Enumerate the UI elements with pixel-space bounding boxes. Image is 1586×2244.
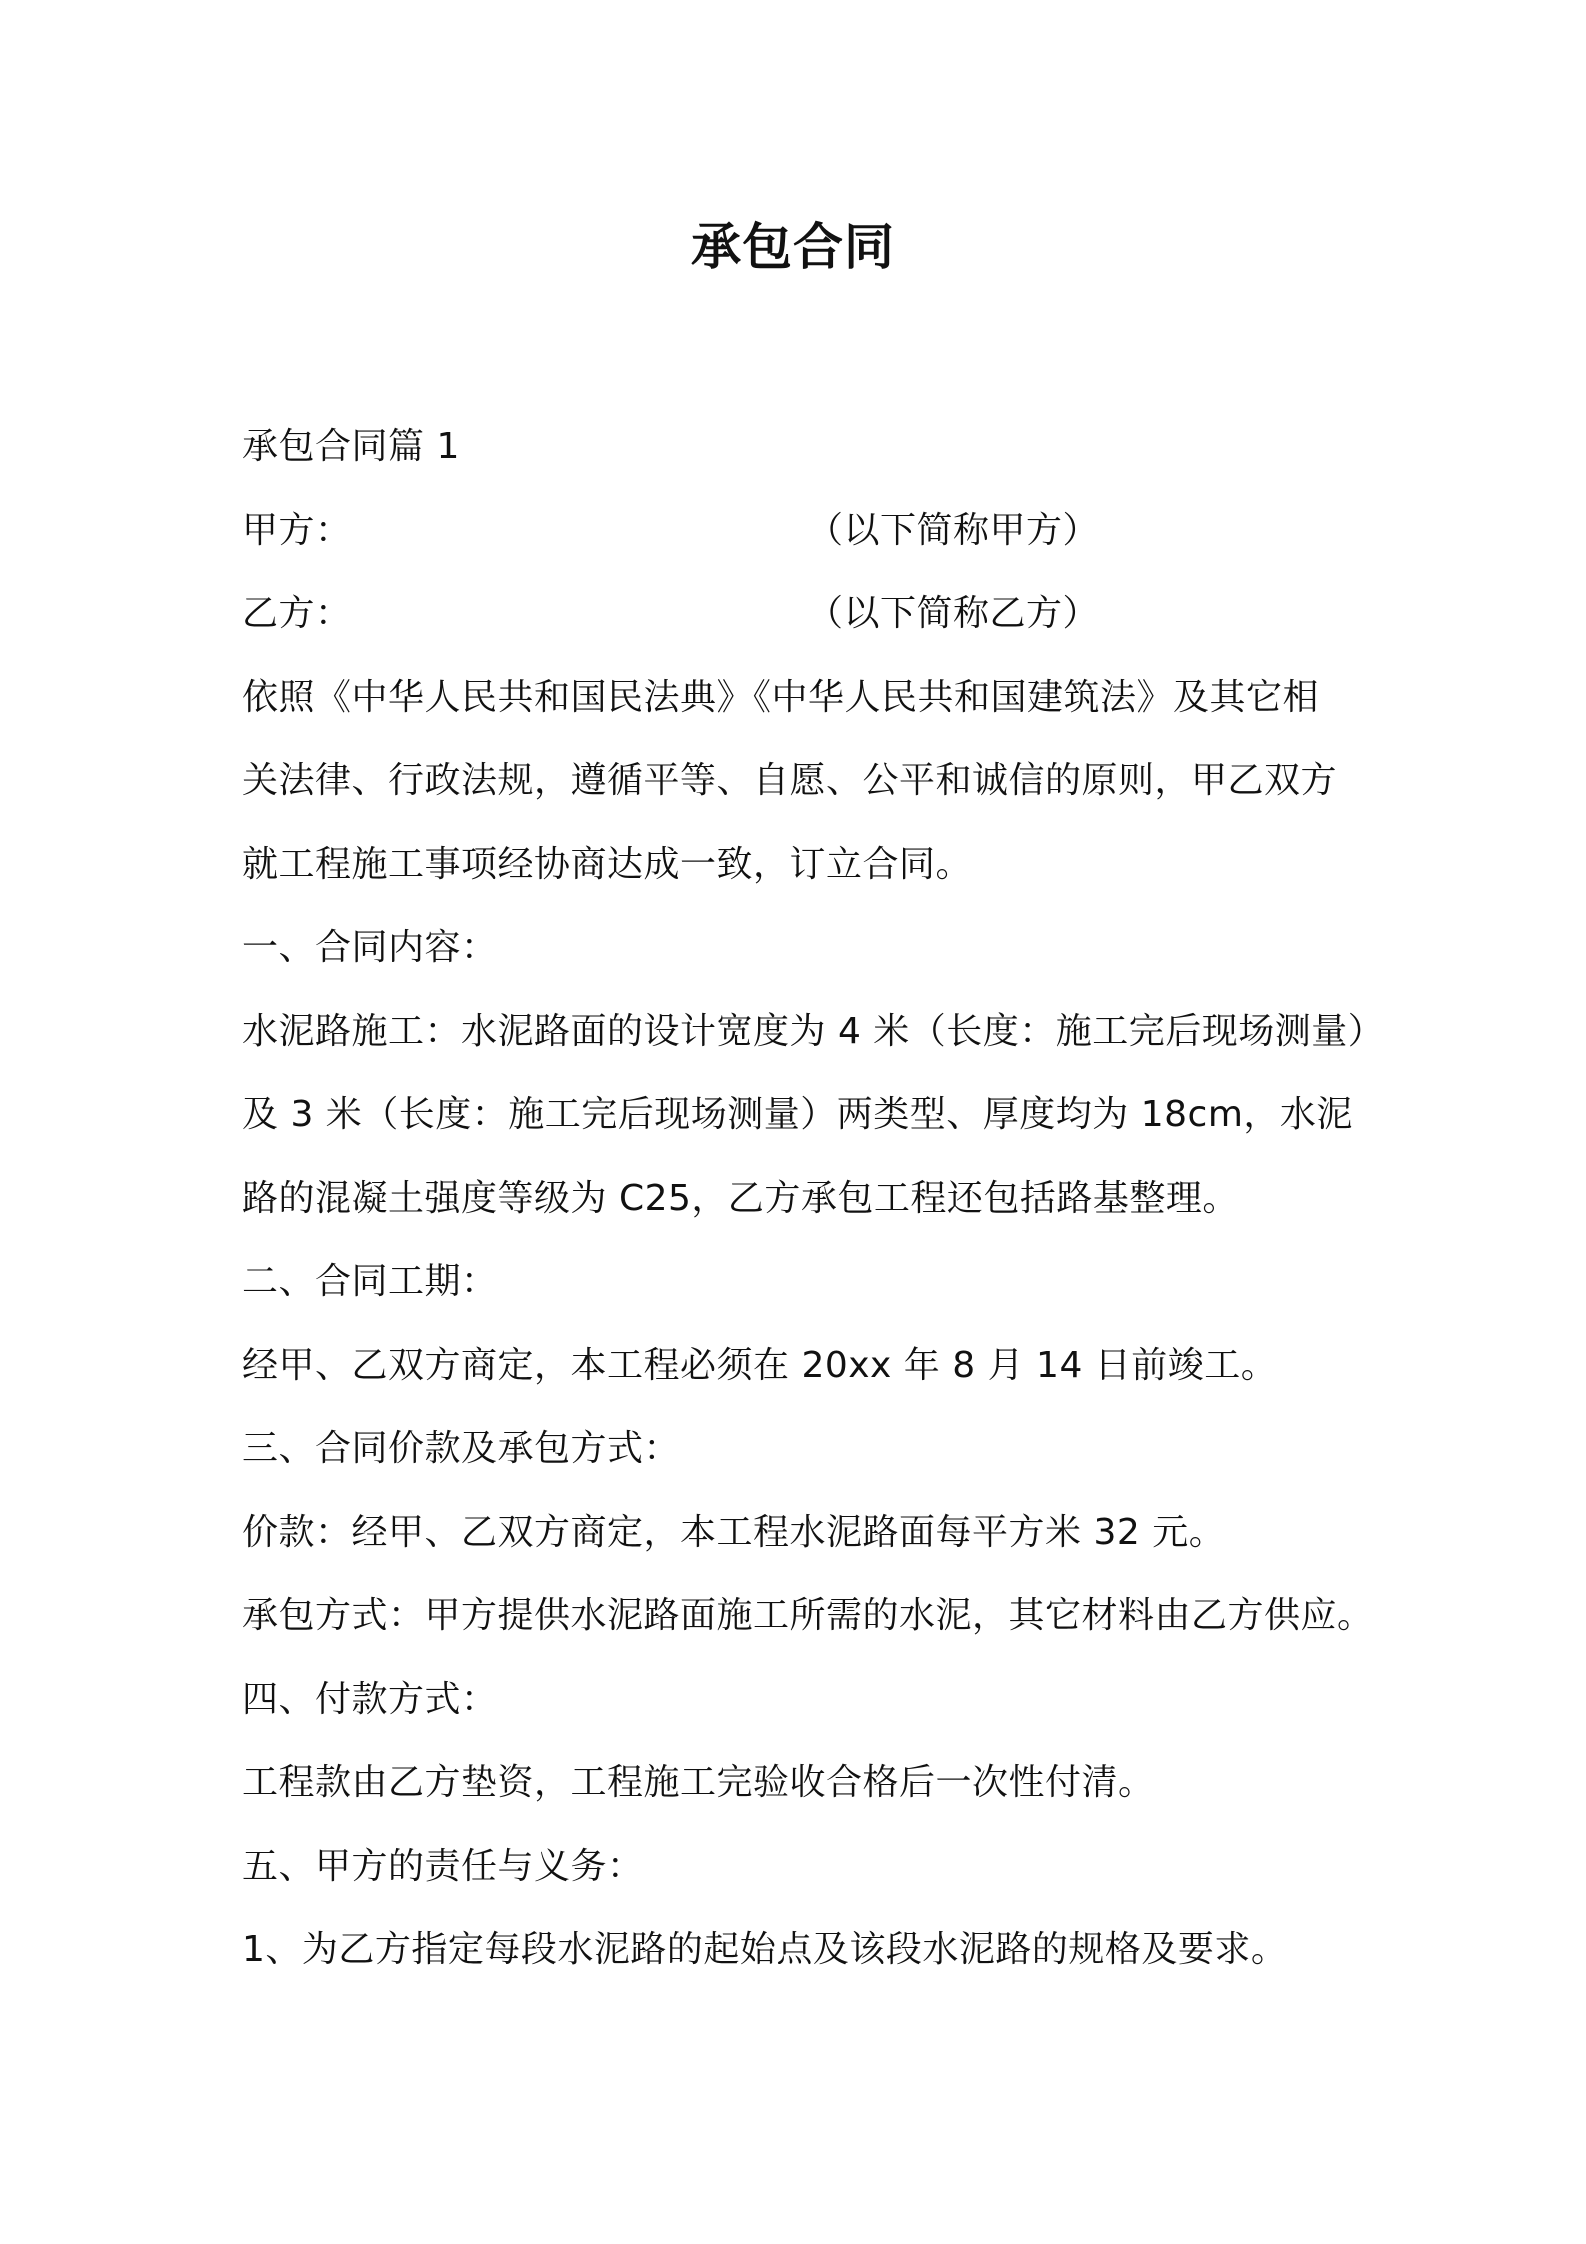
document-body	[242, 405, 1385, 1992]
party-b-note: （以下简称乙方）	[807, 593, 1100, 634]
paragraph-line: 及 3 米（长度：施工完后现场测量）两类型、厚度均为 18cm，水泥	[242, 1094, 1353, 1135]
section-heading-contract-content: 一、合同内容：	[242, 927, 498, 968]
paragraph-line: 承包方式：甲方提供水泥路面施工所需的水泥，其它材料由乙方供应。	[242, 1595, 1374, 1636]
preamble-line: 关法律、行政法规，遵循平等、自愿、公平和诚信的原则，甲乙双方	[242, 760, 1338, 801]
section-heading-party-a-duties: 五、甲方的责任与义务：	[242, 1845, 644, 1887]
paragraph-line: 路的混凝土强度等级为 C25，乙方承包工程还包括路基整理。	[242, 1177, 1239, 1219]
preamble-line: 依照《中华人民共和国民法典》《中华人民共和国建筑法》及其它相	[242, 676, 1320, 718]
party-a-note: （以下简称甲方）	[807, 509, 1100, 551]
party-b-line	[242, 572, 1352, 656]
paragraph-line: 1、为乙方指定每段水泥路的起始点及该段水泥路的规格及要求。	[242, 1929, 1288, 1970]
section-heading-payment-method: 四、付款方式：	[242, 1678, 498, 1720]
paragraph-line: 价款：经甲、乙双方商定，本工程水泥路面每平方米 32 元。	[242, 1511, 1226, 1553]
document-title: 承包合同	[691, 218, 895, 276]
paragraph-line: 经甲、乙双方商定，本工程必须在 20xx 年 8 月 14 日前竣工。	[242, 1344, 1278, 1386]
section-title: 承包合同篇 1	[242, 426, 460, 467]
party-a-label: 甲方：	[242, 509, 352, 551]
section-heading-price-and-method: 三、合同价款及承包方式：	[242, 1428, 681, 1469]
party-a-line	[242, 489, 1352, 573]
party-b-label: 乙方：	[242, 593, 352, 634]
paragraph-line: 水泥路施工：水泥路面的设计宽度为 4 米（长度：施工完后现场测量）	[242, 1010, 1385, 1052]
preamble-line: 就工程施工事项经协商达成一致，订立合同。	[242, 843, 973, 885]
section-heading-contract-period: 二、合同工期：	[242, 1261, 498, 1302]
paragraph-line: 工程款由乙方垫资，工程施工完验收合格后一次性付清。	[242, 1762, 1155, 1803]
